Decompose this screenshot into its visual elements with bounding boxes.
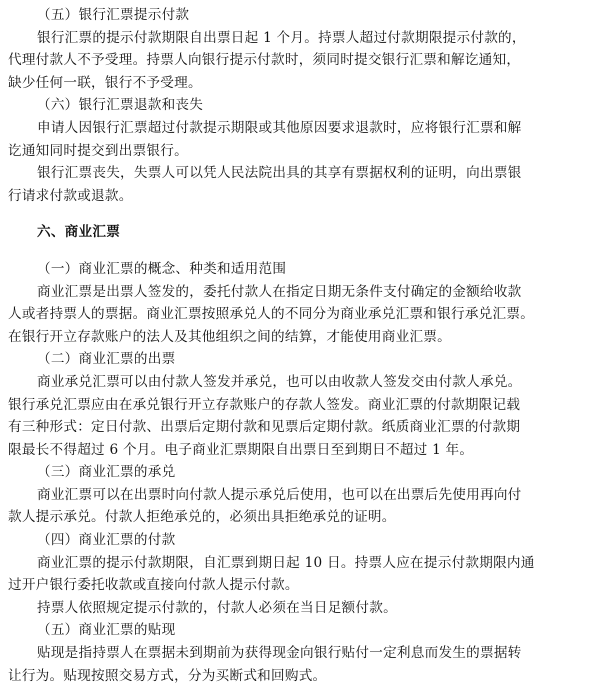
section-heading: （五）银行汇票提示付款 [37,7,190,23]
paragraph-line: 持票人依照规定提示付款的，付款人必须在当日足额付款。 [37,599,397,616]
spacer [8,207,587,221]
section-heading: （五）商业汇票的贴现 [37,622,176,639]
chapter-heading: 六、商业汇票 [37,224,121,241]
paragraph-line: 缺少任何一联，银行不予受理。 [8,74,202,91]
section-heading: （三）商业汇票的承兑 [37,464,176,481]
paragraph-line: 限最长不得超过 6 个月。电子商业汇票期限自出票日至到期日不超过 1 年。 [8,441,474,458]
section-heading: （二）商业汇票的出票 [37,351,176,368]
paragraph-line: 商业承兑汇票可以由付款人签发并承兑，也可以由收款人签发交由付款人承兑。 [37,373,522,390]
section-heading: （四）商业汇票的付款 [37,532,176,549]
section-heading: （一）商业汇票的概念、种类和适用范围 [37,260,287,277]
paragraph-line: 人或者持票人的票据。商业汇票按照承兑人的不同分为商业承兑汇票和银行承兑汇票。 [8,306,535,323]
paragraph-line: 让行为。贴现按照交易方式，分为买断式和回购式。 [8,667,327,684]
paragraph-line: 银行汇票的提示付款期限自出票日起 1 个月。持票人超过付款期限提示付款的， [37,29,526,46]
paragraph-line: 行请求付款或退款。 [8,187,133,204]
paragraph-line: 在银行开立存款账户的法人及其他组织之间的结算，才能使用商业汇票。 [8,328,451,345]
paragraph-line: 讫通知同时提交到出票银行。 [8,142,188,159]
paragraph-line: 商业汇票的提示付款期限，自汇票到期日起 10 日。持票人应在提示付款期限内通 [37,554,535,571]
paragraph-line: 银行汇票丧失，失票人可以凭人民法院出具的其享有票据权利的证明，向出票银 [37,165,522,182]
paragraph-line: 有三种形式：定日付款、出票后定期付款和见票后定期付款。纸质商业汇票的付款期 [8,419,521,436]
paragraph-line: 贴现是指持票人在票据未到期前为获得现金向银行贴付一定利息而发生的票据转 [37,645,522,662]
section-heading: （六）银行汇票退款和丧失 [37,97,204,114]
paragraph-line: 商业汇票是出票人签发的，委托付款人在指定日期无条件支付确定的金额给收款 [37,283,522,300]
paragraph-line: 商业汇票可以在出票时向付款人提示承兑后使用，也可以在出票后先使用再向付 [37,486,522,503]
paragraph-line: 银行承兑汇票应由在承兑银行开立存款账户的存款人签发。商业汇票的付款期限记载 [8,396,521,413]
paragraph-line: 申请人因银行汇票超过付款提示期限或其他原因要求退款时，应将银行汇票和解 [37,119,522,136]
paragraph-line: 过开户银行委托收款或直接向付款人提示付款。 [8,577,299,594]
spacer [8,244,587,258]
paragraph-line: 款人提示承兑。付款人拒绝承兑的，必须出具拒绝承兑的证明。 [8,509,396,526]
paragraph-line: 代理付款人不予受理。持票人向银行提示付款时，须同时提交银行汇票和解讫通知， [8,52,521,69]
